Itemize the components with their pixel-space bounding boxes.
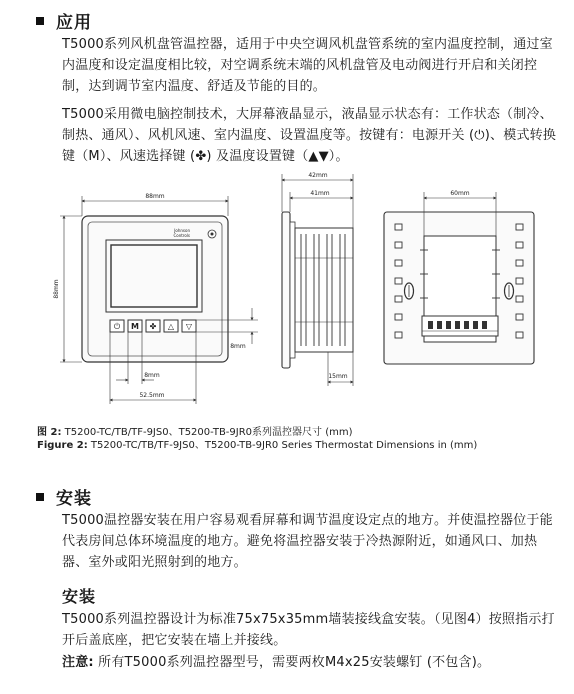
installation-paragraph: T5000温控器安装在用户容易观看屏幕和调节温度设定点的地方。并使温控器位于能代表房间总体环境温度的地方。避免将温控器安装于冷热源附近，如通风口、加热器、室外或阳光照射到的地方。 xyxy=(62,513,553,570)
power-button-label: ⏻ xyxy=(113,322,121,331)
down-button-label: ▽ xyxy=(185,322,193,331)
application-paragraph-1: T5000系列风机盘管温控器，适用于中央空调风机盘管系统的室内温度控制，通过室内温度和设定温度相比较，对空调系统末端的风机盘管及电动阀进行开启和关闭控制，达到调节室内温度、舒适及节能的目的。 xyxy=(62,37,553,94)
bullet-square-icon xyxy=(36,493,44,501)
svg-text:Johnson: Johnson xyxy=(174,228,190,233)
figure-caption-en: Figure 2: T5200-TC/TB/TF-9JS0、T5200-TB-9JR0 Series Thermostat Dimensions in (mm) xyxy=(37,440,478,451)
fan-button-label: ✤ xyxy=(149,322,157,331)
button-row xyxy=(110,320,196,332)
button-span-label: 52.5mm xyxy=(139,392,165,399)
side-total-label: 42mm xyxy=(308,172,328,179)
installation-note xyxy=(62,652,562,673)
front-view-drawing xyxy=(53,193,258,404)
installation-subheading: 安装 xyxy=(62,587,97,606)
side-base-label: 15mm xyxy=(328,373,348,380)
application-paragraph-2: T5000采用微电脑控制技术，大屏幕液晶显示，液晶显示状态有：工作状态（制冷、制热、通风）、风机风速、室内温度、设置温度等。按键有：电源开关 (⏻)、模式转换键（M）、风速选择键 (✤) 及温度设置键（▲▼）。 xyxy=(62,107,557,164)
mode-button-label: M xyxy=(131,322,139,331)
svg-text:Controls: Controls xyxy=(173,233,190,238)
up-button-label: △ xyxy=(167,322,175,331)
front-width-label: 88mm xyxy=(145,193,165,200)
section-heading-installation xyxy=(36,484,92,509)
button-width-label: 8mm xyxy=(144,372,160,379)
front-height-label: 88mm xyxy=(53,279,60,299)
side-view-drawing xyxy=(282,172,353,386)
section-title: 应用 xyxy=(56,13,92,33)
back-view-drawing xyxy=(384,190,534,364)
back-width-label: 60mm xyxy=(450,190,470,197)
section-title: 安装 xyxy=(56,489,92,509)
button-height-label: 8mm xyxy=(230,343,246,350)
installation-paragraph-2: T5000系列温控器设计为标准75x75x35mm墙装接线盒安装。（见图4）按照指示打开后盖底座，把它安装在墙上并接线。 xyxy=(62,612,555,648)
figure-caption-cn: 图 2: T5200-TC/TB/TF-9JS0、T5200-TB-9JR0系列温控器尺寸 (mm) xyxy=(37,427,353,438)
note-text: 所有T5000系列温控器型号，需要两枚M4x25安装螺钉 (不包含)。 xyxy=(93,655,491,670)
side-body-label: 41mm xyxy=(310,190,330,197)
note-label: 注意: xyxy=(62,655,94,670)
